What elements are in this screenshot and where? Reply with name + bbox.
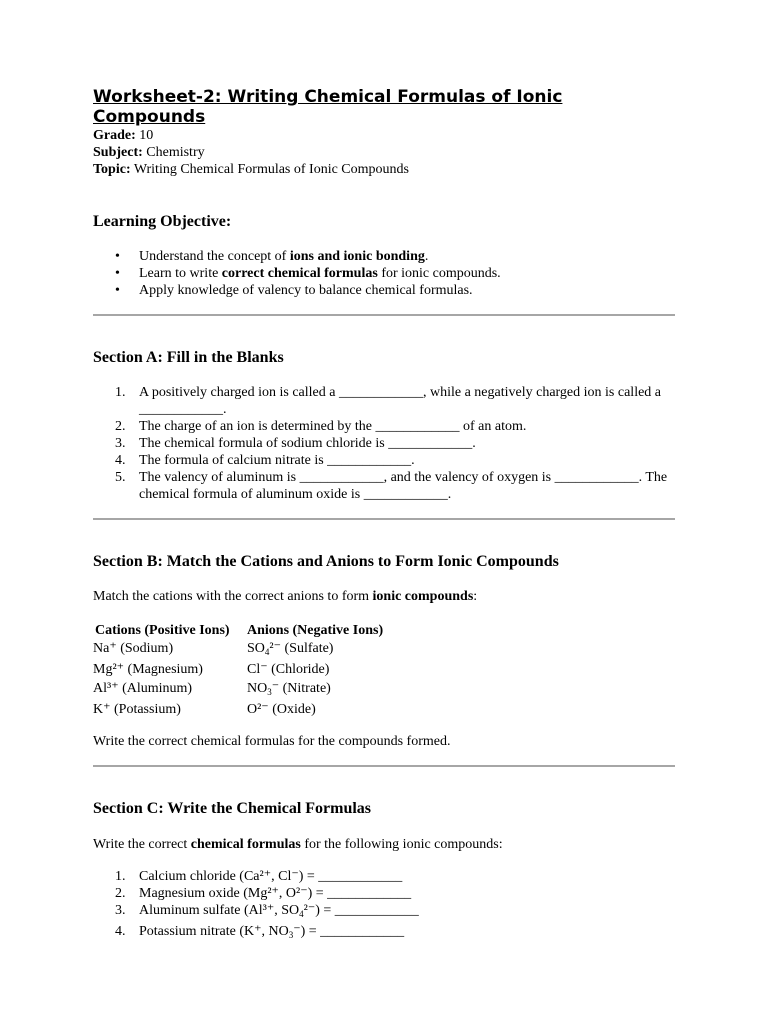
list-item: 4. The formula of calcium nitrate is ____________.: [115, 453, 415, 468]
list-item: • Apply knowledge of valency to balance chemical formulas.: [93, 282, 501, 299]
table-row: Mg²⁺ (Magnesium) Cl⁻ (Chloride): [93, 662, 330, 677]
section-c-intro: Write the correct chemical formulas for the following ionic compounds:: [93, 837, 503, 852]
topic-line: Topic: Writing Chemical Formulas of Ionic Compounds: [93, 162, 409, 177]
column-header-cations: Cations (Positive Ions): [95, 623, 230, 638]
objective-heading: Learning Objective:: [93, 213, 232, 230]
table-row: K⁺ (Potassium) O²⁻ (Oxide): [93, 702, 316, 717]
divider: [93, 765, 675, 767]
divider: [93, 314, 675, 316]
table-row: Na⁺ (Sodium) $SO_4^{2-}$ (Sulfate): [93, 641, 334, 657]
table-header-row: [93, 622, 385, 640]
worksheet-meta: [93, 127, 409, 178]
list-item: 4. Potassium nitrate (K⁺, $NO_3^-$) = ____________: [115, 924, 405, 940]
list-item: 2. The charge of an ion is determined by the ____________ of an atom.: [115, 419, 527, 434]
section-a-list: [93, 384, 683, 503]
section-b-intro: Match the cations with the correct anions to form ionic compounds:: [93, 589, 478, 604]
divider: [93, 518, 675, 520]
list-item: 2. Magnesium oxide (Mg²⁺, O²⁻) = ____________: [115, 886, 412, 901]
list-item: 1. A positively charged ion is called a ____________, while a negatively charged ion is called a ____________.: [115, 385, 662, 417]
table-row: Al³⁺ (Aluminum) $NO_3^-$ (Nitrate): [93, 681, 331, 697]
list-item: • Learn to write correct chemical formulas for ionic compounds.: [93, 265, 501, 282]
list-item: 3. The chemical formula of sodium chloride is ____________.: [115, 436, 476, 451]
list-item: 3. Aluminum sulfate (Al³⁺, $SO_4^{2-}$) = ____________: [115, 903, 419, 919]
list-item: 5. The valency of aluminum is ____________, and the valency of oxygen is ____________. The chemical formula of aluminum oxide is ____________.: [115, 470, 668, 502]
objective-list: [93, 248, 501, 299]
section-c-list: [93, 868, 683, 944]
match-table: [93, 622, 385, 720]
section-c-heading: Section C: Write the Chemical Formulas: [93, 800, 372, 817]
section-b-outro: Write the correct chemical formulas for the compounds formed.: [93, 734, 451, 749]
column-header-anions: Anions (Negative Ions): [247, 623, 384, 638]
section-b-heading: Section B: Match the Cations and Anions to Form Ionic Compounds: [93, 553, 559, 570]
list-item: • Understand the concept of ions and ionic bonding.: [93, 248, 501, 265]
list-item: 1. Calcium chloride (Ca²⁺, Cl⁻) = ____________: [115, 869, 403, 884]
grade-line: Grade: 10: [93, 128, 154, 143]
page-title: Worksheet-2: Writing Chemical Formulas of Ionic Compounds: [93, 87, 563, 127]
subject-line: Subject: Chemistry: [93, 145, 205, 160]
section-a-heading: Section A: Fill in the Blanks: [93, 349, 284, 366]
